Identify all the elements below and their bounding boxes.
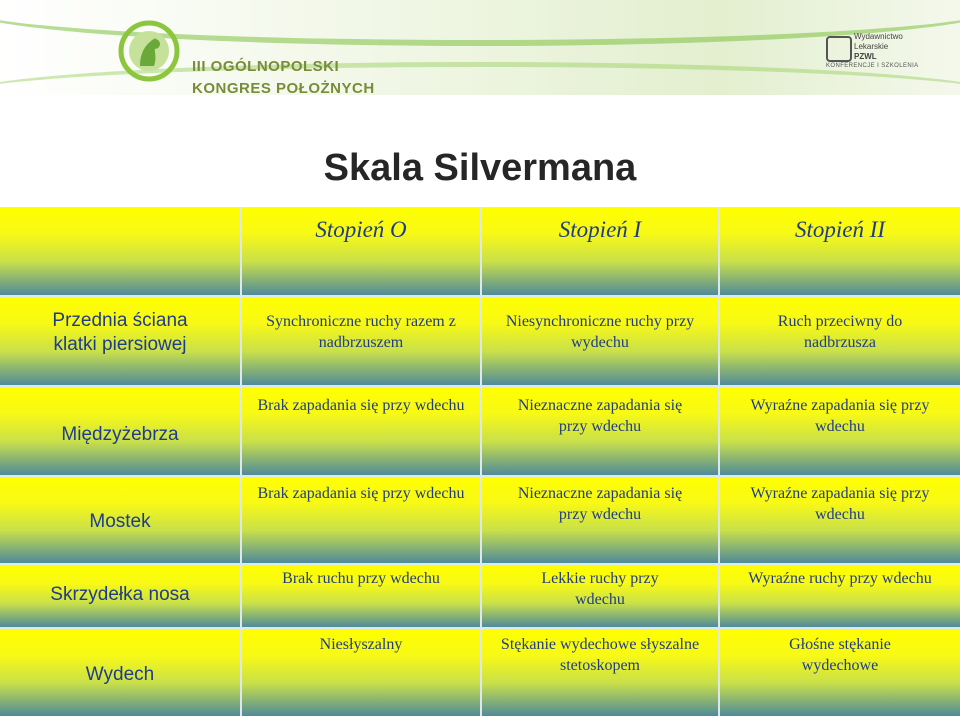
- table-cell: [482, 477, 718, 563]
- table-cell: [720, 387, 960, 475]
- congress-name-line1: III OGÓLNOPOLSKI: [192, 58, 340, 75]
- table-cell: [720, 629, 960, 716]
- page-title: Skala Silvermana: [323, 147, 637, 189]
- table-cell: [482, 565, 718, 627]
- cell-text: Wyraźne zapadania się przy wdechu: [750, 485, 930, 523]
- cell-text: Nieznaczne zapadania się przy wdechu: [517, 397, 683, 435]
- header-label: Stopień I: [558, 217, 642, 242]
- silverman-table: [0, 207, 960, 716]
- table-cell: [242, 477, 480, 563]
- cell-text: Synchroniczne ruchy razem z nadbrzuszem: [266, 313, 456, 351]
- row-label-text: Skrzydełka nosa: [50, 584, 190, 605]
- cell-text: Brak zapadania się przy wdechu: [257, 397, 465, 414]
- congress-name-line2: KONGRES POŁOŻNYCH: [192, 80, 375, 95]
- cell-text: Brak zapadania się przy wdechu: [257, 485, 465, 502]
- header-label: Stopień II: [794, 217, 886, 242]
- table-cell: [242, 387, 480, 475]
- congress-logo-icon: [118, 20, 180, 82]
- row-label-expiration: [0, 629, 240, 716]
- table-cell: [482, 387, 718, 475]
- publisher-emblem-icon: [826, 36, 852, 62]
- table-cell: [720, 565, 960, 627]
- cell-text: Wyraźne ruchy przy wdechu: [748, 570, 932, 587]
- cell-text: Niesłyszalny: [319, 636, 403, 653]
- cell-text: Ruch przeciwny do nadbrzusza: [777, 313, 903, 351]
- row-label-chest-wall: [0, 297, 240, 385]
- row-label-text: Przednia ściana klatki piersiowej: [52, 310, 188, 355]
- publisher-name-line1: Wydawnictwo: [854, 32, 903, 41]
- header-cell-grade-2: [720, 207, 960, 295]
- table-cell: [482, 629, 718, 716]
- congress-name: [192, 56, 375, 95]
- cell-text: Nieznaczne zapadania się przy wdechu: [517, 485, 683, 523]
- publisher-subtitle: KONFERENCJE I SZKOLENIA: [826, 63, 919, 69]
- cell-text: Brak ruchu przy wdechu: [282, 570, 440, 587]
- table-cell: [482, 297, 718, 385]
- table-cell: [242, 565, 480, 627]
- row-label-text: Mostek: [89, 511, 151, 532]
- header-cell-grade-0: [242, 207, 480, 295]
- table-cell: [242, 297, 480, 385]
- table-cell: [720, 477, 960, 563]
- header-cell-grade-1: [482, 207, 718, 295]
- header-cell-empty: [0, 207, 240, 295]
- row-label-intercostal: [0, 387, 240, 475]
- cell-text: Niesynchroniczne ruchy przy wydechu: [505, 313, 695, 351]
- publisher-logo: [826, 32, 936, 72]
- publisher-name: [854, 32, 903, 62]
- publisher-name-line2: Lekarskie: [854, 42, 889, 51]
- conference-banner: [0, 0, 960, 95]
- row-label-text: Wydech: [85, 664, 155, 685]
- table-cell: [720, 297, 960, 385]
- row-label-sternum: [0, 477, 240, 563]
- publisher-name-line3: PZWL: [854, 52, 877, 61]
- cell-text: Stękanie wydechowe słyszalne stetoskopem: [500, 636, 700, 674]
- table-cell: [242, 629, 480, 716]
- cell-text: Lekkie ruchy przy wdechu: [541, 570, 659, 608]
- cell-text: Wyraźne zapadania się przy wdechu: [750, 397, 930, 435]
- row-label-nasal-wings: [0, 565, 240, 627]
- header-label: Stopień O: [315, 217, 407, 242]
- cell-text: Głośne stękanie wydechowe: [789, 636, 891, 674]
- row-label-text: Międzyżebrza: [61, 424, 179, 445]
